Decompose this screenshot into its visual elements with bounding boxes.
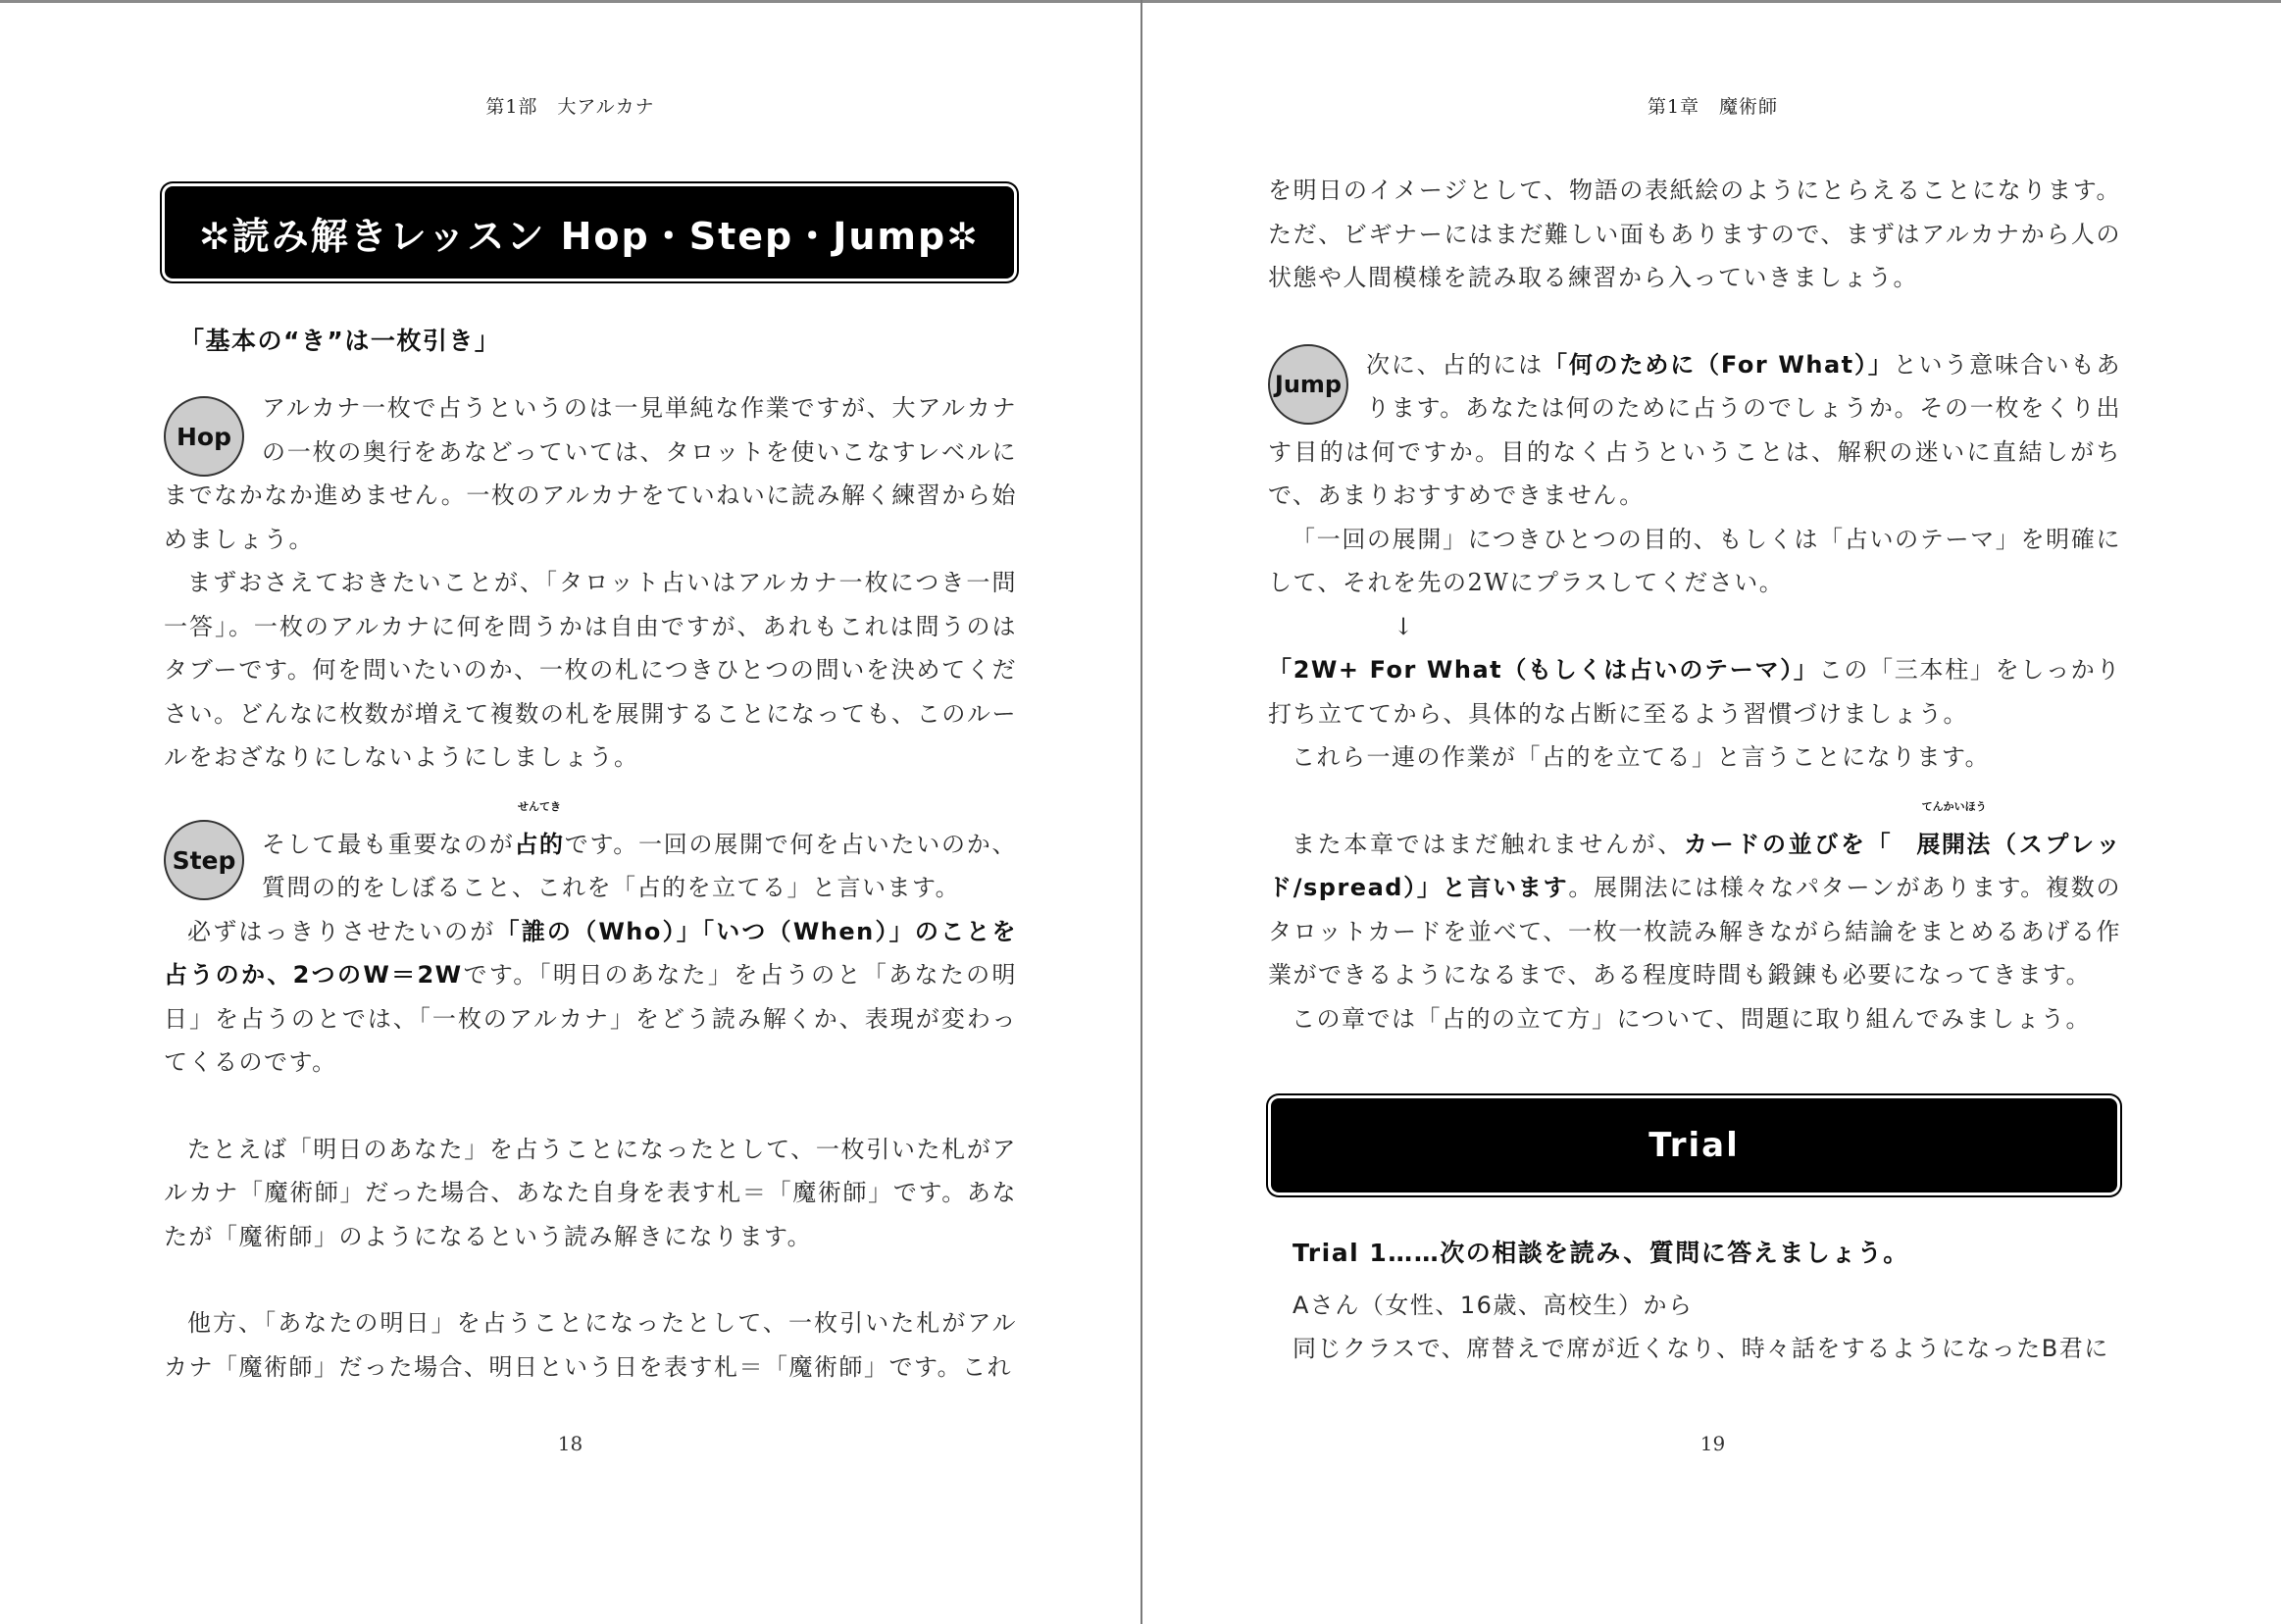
hop-paragraph: [164, 386, 1017, 561]
banner-title: ✲読み解きレッスン Hop・Step・Jump✲: [198, 214, 981, 258]
left-page: [0, 0, 1140, 1624]
paragraph: たとえば「明日のあなた」を占うことになったとして、一枚引いた札がアルカナ「魔術師」だった場合、あなた自身を表す札＝「魔術師」です。あなたが「魔術師」のようになるという読み解きになります。: [164, 1135, 1017, 1250]
ruby-word: [1893, 799, 1992, 867]
right-body: [1268, 169, 2121, 1040]
ruby-reading: せんてき: [517, 799, 561, 813]
paragraph: [1268, 648, 2121, 736]
trial-line: Aさん（女性、16歳、高校生）から: [1293, 1291, 1694, 1319]
running-header: 第1章 魔術師: [1647, 96, 1779, 118]
text-run: 次に、占的には: [1366, 350, 1544, 379]
text-run: 必ずはっきりさせたいのが: [187, 917, 496, 945]
hop-badge: Hop: [164, 396, 244, 477]
paragraph: まずおさえておきたいことが、「タロット占いはアルカナ一枚につき一問一答」。一枚のアルカナに何を問うかは自由ですが、あれもこれは問うのはタブーです。何を問いたいのか、一枚の札につきひとつの問いを決めてください。どんなに枚数が増えて複数の札を展開することになっても、このルールをおざなりにしないようにしましょう。: [164, 569, 1017, 771]
step-text: そして最も重要なのが: [262, 830, 515, 858]
left-body: [164, 386, 1017, 1389]
badge-spacer: [164, 386, 262, 473]
text-run: 。展開法には様々なパターンがあります。複数のタロットカードを並べて、一枚一枚読み解きながら結論をまとめるあげる作業ができるようになるまで、ある程度時間も鍛錬も必要になってきます。: [1268, 874, 2121, 989]
right-page: [1142, 0, 2281, 1624]
paragraph: 他方、「あなたの明日」を占うことになったとして、一枚引いた札がアルカナ「魔術師」だった場合、明日という日を表す札＝「魔術師」です。これ: [164, 1309, 1017, 1381]
bold-run: （スプレッド/spread）」と言います: [1268, 830, 2121, 901]
page-number: 18: [557, 1432, 583, 1455]
jump-badge: Jump: [1268, 344, 1348, 425]
lesson-banner: [165, 186, 1014, 279]
bold-run: カードの並びを「: [1684, 830, 1894, 858]
step-badge: Step: [164, 820, 244, 900]
spacer: [164, 780, 1017, 823]
banner-title: Trial: [1648, 1126, 1740, 1165]
section-subheading: 「基本の“き”は一枚引き」: [179, 327, 501, 355]
ruby-reading: てんかいほう: [1921, 799, 1987, 813]
trial-heading: [1293, 1232, 2126, 1276]
trial-banner: [1271, 1098, 2117, 1193]
spacer: [1268, 300, 2121, 343]
paragraph: を明日のイメージとして、物語の表紙絵のようにとらえることになります。ただ、ビギナーにはまだ難しい面もありますので、まずはアルカナから人の状態や人間模様を読み取る練習から入っていきましょう。: [1268, 177, 2121, 291]
bold-run: 「誰の（Who）」「いつ（When）」のことを占うのか、2つのW＝2W: [164, 917, 1018, 989]
running-header: 第1部 大アルカナ: [485, 96, 655, 118]
trial-line: 同じクラスで、席替えで席が近くなり、時々話をするようになったB君に: [1293, 1335, 2109, 1362]
spacer: [164, 1258, 1017, 1301]
subheading-block: [179, 320, 1023, 364]
paragraph: 「一回の展開」につきひとつの目的、もしくは「占いのテーマ」を明確にして、それを先の2Wにプラスしてください。: [1268, 525, 2121, 596]
text-run: という意味合いもあります。あなたは何のために占うのでしょうか。その一枚をくり出す目的は何ですか。目的なく占うということは、解釈の迷いに直結しがちで、あまりおすすめできません。: [1268, 350, 2122, 509]
step-text: です。一回の展開で何を占いたいのか、質問の的をしぼること、これを「占的を立てる」と言います。: [262, 830, 1017, 901]
text-run: です。「明日のあなた」を占うのと「あなたの明日」を占うのとでは、「一枚のアルカナ」をどう読み解くか、表現が変わってくるのです。: [164, 961, 1017, 1076]
text-run: この「三本柱」をしっかり打ち立ててから、具体的な占断に至るよう習慣づけましょう。: [1268, 656, 2122, 728]
page-number: 19: [1699, 1432, 1726, 1455]
spacer: [164, 1085, 1017, 1128]
ruby-base: 展開法: [1916, 830, 1992, 858]
trial-heading-text: Trial 1……次の相談を読み、質問に答えましょう。: [1293, 1239, 1909, 1267]
spacer: [1293, 1276, 2126, 1284]
text-run: また本章ではまだ触れませんが、: [1292, 830, 1685, 858]
paragraph: この章では「占的の立て方」について、問題に取り組んでみましょう。: [1292, 1004, 2092, 1033]
down-arrow: ↓: [1394, 612, 1415, 640]
paragraph: [1268, 799, 2121, 997]
spacer: [1268, 780, 2121, 823]
paragraph: [164, 910, 1017, 1085]
trial-block: [1293, 1232, 2126, 1371]
paragraph: これら一連の作業が「占的を立てる」と言うことになります。: [1292, 743, 1991, 771]
jump-paragraph: [1268, 343, 2121, 518]
step-paragraph: [164, 799, 1017, 910]
ruby-word: [514, 799, 565, 867]
ruby-base: 占的: [514, 830, 565, 858]
bold-run: 「2W+ For What（もしくは占いのテーマ）」: [1268, 656, 1819, 684]
bold-run: 「何のために（For What）」: [1543, 350, 1894, 379]
hop-text: アルカナ一枚で占うというのは一見単純な作業ですが、大アルカナの一枚の奥行をあなどっていては、タロットを使いこなすレベルにまでなかなか進めません。一枚のアルカナをていねいに読み解く練習から始めましょう。: [164, 394, 1017, 553]
